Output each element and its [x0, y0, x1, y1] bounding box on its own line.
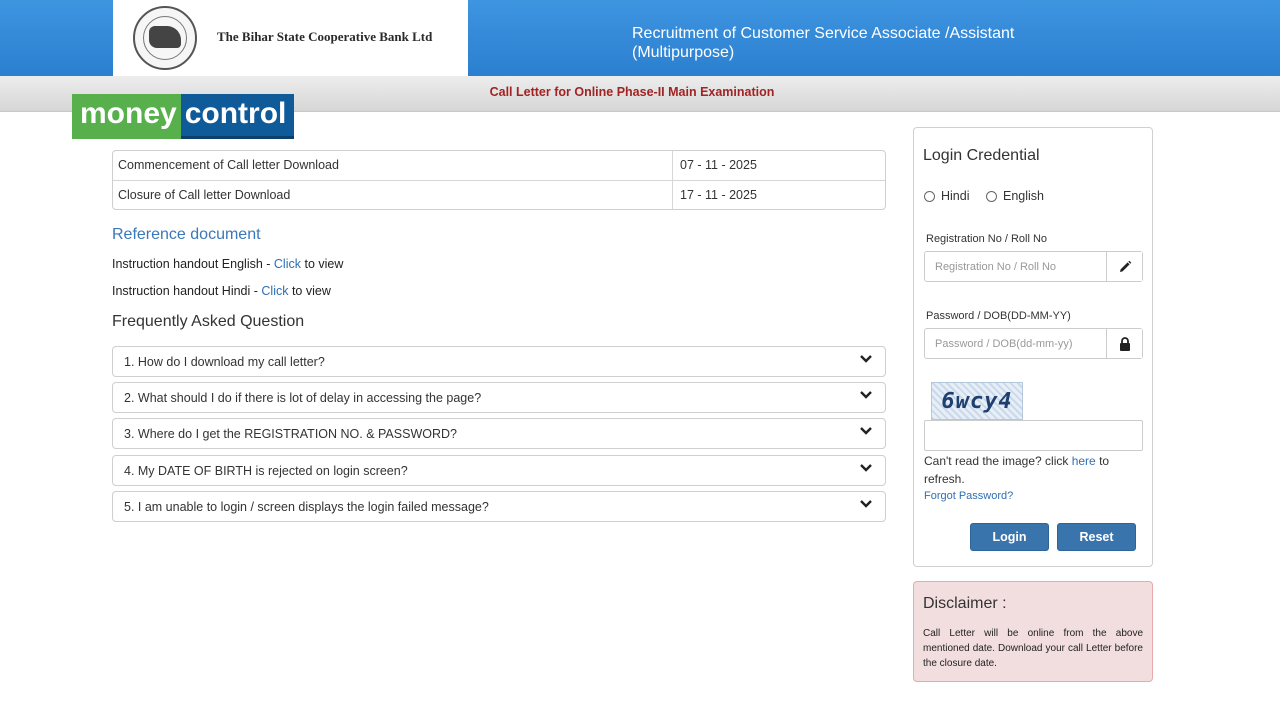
faq-title: Frequently Asked Question — [112, 313, 305, 330]
table-row — [113, 180, 885, 209]
radio-circle-icon — [986, 191, 997, 202]
lang-label: Hindi — [941, 189, 970, 203]
faq-question: 2. What should I do if there is lot of delay in accessing the page? — [124, 391, 482, 405]
chevron-down-icon — [859, 424, 873, 438]
bank-logo-panel — [113, 0, 468, 76]
registration-placeholder: Registration No / Roll No — [935, 261, 1057, 273]
instruction-english-link[interactable]: Click — [273, 257, 301, 271]
registration-label: Registration No / Roll No — [926, 233, 1048, 245]
chevron-down-icon — [859, 461, 873, 475]
recruitment-title: Recruitment of Customer Service Associate /Assistant (Multipurpose) — [632, 25, 1015, 61]
instruction-english-line — [112, 257, 343, 271]
faq-item-5[interactable] — [112, 491, 886, 522]
instruction-hindi-line — [112, 284, 331, 298]
schedule-date: 17 - 11 - 2025 — [680, 188, 757, 202]
password-placeholder: Password / DOB(dd-mm-yy) — [935, 338, 1073, 350]
moneycontrol-watermark — [72, 94, 294, 139]
schedule-date: 07 - 11 - 2025 — [680, 158, 757, 172]
schedule-table — [112, 150, 886, 210]
table-row — [113, 151, 885, 180]
reset-button[interactable]: Reset — [1057, 523, 1136, 551]
site-header — [0, 0, 1280, 76]
faq-question: 1. How do I download my call letter? — [124, 355, 325, 369]
bank-name: The Bihar State Cooperative Bank Ltd — [217, 29, 433, 44]
schedule-label: Commencement of Call letter Download — [113, 151, 673, 180]
password-input[interactable] — [924, 328, 1143, 359]
refresh-suffix: to refresh. — [924, 454, 1110, 486]
faq-question: 4. My DATE OF BIRTH is rejected on login screen? — [124, 464, 408, 478]
chevron-down-icon — [859, 352, 873, 366]
lock-icon — [1106, 329, 1142, 358]
instruction-hindi-label: Instruction handout Hindi - — [112, 284, 262, 298]
registration-input[interactable] — [924, 251, 1143, 282]
lang-radio-english[interactable] — [986, 189, 1044, 203]
radio-circle-icon — [924, 191, 935, 202]
watermark-control: control — [181, 94, 295, 139]
watermark-money: money — [72, 94, 181, 139]
faq-question: 3. Where do I get the REGISTRATION NO. & PASSWORD? — [124, 427, 457, 441]
chevron-down-icon — [859, 388, 873, 402]
disclaimer-box — [913, 581, 1153, 682]
chevron-down-icon — [859, 497, 873, 511]
reference-title: Reference document — [112, 226, 261, 243]
faq-item-2[interactable] — [112, 382, 886, 413]
instruction-english-label: Instruction handout English - — [112, 257, 274, 271]
login-button[interactable]: Login — [970, 523, 1049, 551]
pencil-icon — [1106, 252, 1142, 281]
login-panel — [913, 127, 1153, 567]
captcha-refresh-text — [924, 452, 1146, 488]
faq-item-4[interactable] — [112, 455, 886, 486]
refresh-prefix: Can't read the image? click — [924, 454, 1072, 468]
bank-seal-icon — [133, 6, 197, 70]
lang-radio-hindi[interactable] — [924, 189, 970, 203]
faq-item-3[interactable] — [112, 418, 886, 449]
disclaimer-text: Call Letter will be online from the above mentioned date. Download your call Letter before the closure date. — [923, 628, 1143, 669]
link-suffix: to view — [288, 284, 331, 298]
faq-question: 5. I am unable to login / screen displays the login failed message? — [124, 500, 489, 514]
faq-item-1[interactable] — [112, 346, 886, 377]
schedule-label: Closure of Call letter Download — [113, 181, 673, 209]
captcha-refresh-link[interactable]: here — [1071, 454, 1096, 468]
lang-label: English — [1003, 189, 1044, 203]
forgot-password-link[interactable]: Forgot Password? — [924, 490, 1014, 502]
link-suffix: to view — [301, 257, 344, 271]
page-subtitle: Call Letter for Online Phase-II Main Examination — [489, 85, 775, 99]
captcha-text: 6wcy4 — [941, 388, 1013, 414]
instruction-hindi-link[interactable]: Click — [261, 284, 289, 298]
password-label: Password / DOB(DD-MM-YY) — [926, 310, 1071, 322]
disclaimer-title: Disclaimer : — [923, 595, 1007, 612]
captcha-input[interactable] — [924, 420, 1143, 451]
captcha-image — [931, 382, 1023, 420]
login-title: Login Credential — [923, 147, 1040, 164]
